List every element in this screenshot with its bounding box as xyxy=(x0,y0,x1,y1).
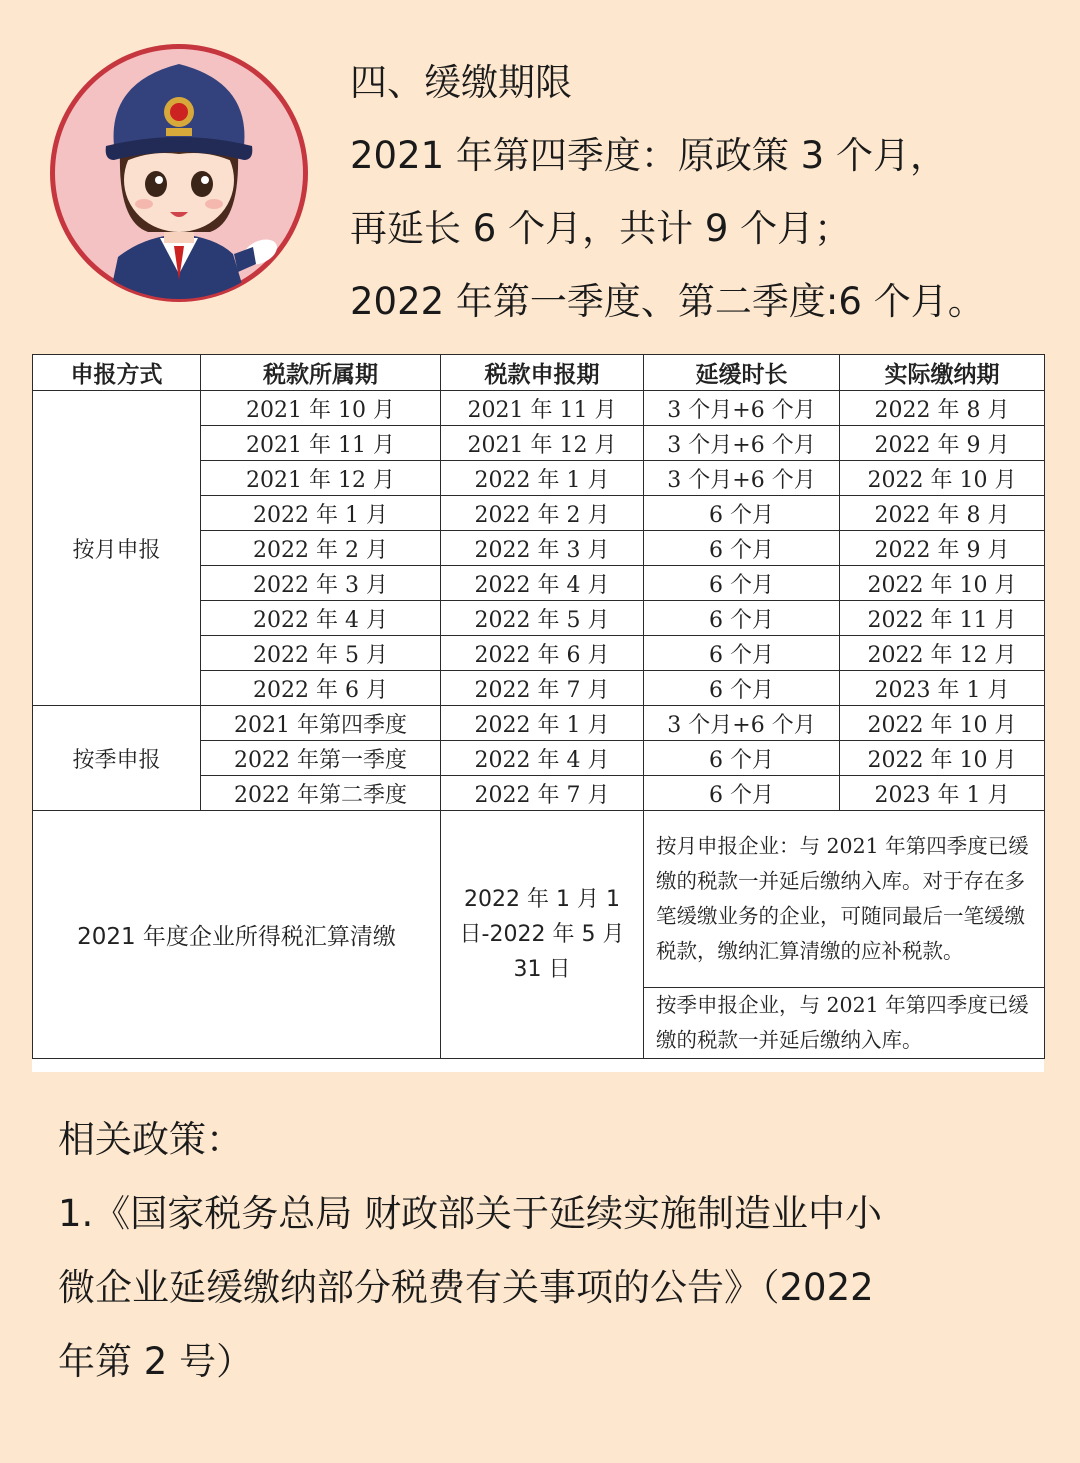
deferral-period-intro xyxy=(350,46,1060,338)
table-cell: 2022 年第一季度 xyxy=(201,741,441,776)
table-cell: 2022 年 10 月 xyxy=(840,566,1045,601)
header-cell: 申报方式 xyxy=(33,355,201,391)
header-cell: 实际缴纳期 xyxy=(840,355,1045,391)
intro-line: 2021 年第四季度：原政策 3 个月， xyxy=(350,134,947,177)
table-cell: 2022 年 5 月 xyxy=(441,601,644,636)
table-cell: 2022 年 6 月 xyxy=(201,671,441,706)
header-cell: 税款所属期 xyxy=(201,355,441,391)
table-row xyxy=(33,811,1045,988)
table-cell: 2021 年 10 月 xyxy=(201,391,441,426)
table-cell: 2022 年 12 月 xyxy=(840,636,1045,671)
table-cell: 3 个月+6 个月 xyxy=(644,461,840,496)
table-cell: 2022 年 5 月 xyxy=(201,636,441,671)
table-header-row xyxy=(33,355,1045,391)
table-cell: 2022 年 1 月 xyxy=(201,496,441,531)
table-cell: 2021 年 11 月 xyxy=(441,391,644,426)
table-cell: 2022 年第二季度 xyxy=(201,776,441,811)
table-cell: 3 个月+6 个月 xyxy=(644,391,840,426)
table-cell: 2022 年 4 月 xyxy=(441,741,644,776)
table-cell: 2022 年 8 月 xyxy=(840,391,1045,426)
quarterly-filer-note: 按季申报企业，与 2021 年第四季度已缓缴的税款一并延后缴纳入库。 xyxy=(644,988,1045,1059)
table-cell: 2022 年 11 月 xyxy=(840,601,1045,636)
table-cell: 2021 年第四季度 xyxy=(201,706,441,741)
monthly-filer-note: 按月申报企业：与 2021 年第四季度已缓缴的税款一并延后缴纳入库。对于存在多笔缓缴业务的企业，可随同最后一笔缓缴税款，缴纳汇算清缴的应补税款。 xyxy=(644,811,1045,988)
table-cell: 6 个月 xyxy=(644,671,840,706)
table-cell: 2021 年 12 月 xyxy=(441,426,644,461)
table-cell: 2022 年 6 月 xyxy=(441,636,644,671)
table-cell: 2022 年 4 月 xyxy=(201,601,441,636)
policy-line: 1.《国家税务总局 财政部关于延续实施制造业中小 xyxy=(58,1192,883,1235)
annual-settlement-label: 2021 年度企业所得税汇算清缴 xyxy=(33,811,441,1059)
table-cell: 2021 年 12 月 xyxy=(201,461,441,496)
header-cell: 税款申报期 xyxy=(441,355,644,391)
table-cell: 6 个月 xyxy=(644,741,840,776)
table-cell: 6 个月 xyxy=(644,636,840,671)
policy-title: 相关政策： xyxy=(58,1118,243,1161)
table-cell: 2022 年 9 月 xyxy=(840,531,1045,566)
table-cell: 2022 年 8 月 xyxy=(840,496,1045,531)
table-cell: 2022 年 4 月 xyxy=(441,566,644,601)
table-cell: 2022 年 2 月 xyxy=(441,496,644,531)
table-row xyxy=(33,391,1045,426)
deferral-schedule-table xyxy=(32,354,1045,1059)
table-cell: 2022 年 2 月 xyxy=(201,531,441,566)
table-row xyxy=(33,706,1045,741)
table-cell: 2022 年 10 月 xyxy=(840,461,1045,496)
table-cell: 2022 年 10 月 xyxy=(840,741,1045,776)
table-cell: 3 个月+6 个月 xyxy=(644,706,840,741)
section-heading: 四、缓缴期限 xyxy=(350,61,572,104)
table-cell: 2022 年 9 月 xyxy=(840,426,1045,461)
deferral-table-container xyxy=(32,354,1044,1072)
annual-settlement-period: 2022 年 1 月 1 日-2022 年 5 月 31 日 xyxy=(441,811,644,1059)
header-cell: 延缓时长 xyxy=(644,355,840,391)
table-cell: 6 个月 xyxy=(644,601,840,636)
policy-line: 微企业延缓缴纳部分税费有关事项的公告》（2022 xyxy=(58,1266,874,1309)
table-cell: 2022 年 10 月 xyxy=(840,706,1045,741)
table-cell: 2023 年 1 月 xyxy=(840,671,1045,706)
table-cell: 2022 年 1 月 xyxy=(441,461,644,496)
table-cell: 6 个月 xyxy=(644,776,840,811)
table-cell: 6 个月 xyxy=(644,496,840,531)
policy-line: 年第 2 号） xyxy=(58,1340,254,1383)
table-cell: 2022 年 7 月 xyxy=(441,671,644,706)
table-cell: 2023 年 1 月 xyxy=(840,776,1045,811)
intro-line: 2022 年第一季度、第二季度:6 个月。 xyxy=(350,280,985,323)
intro-line: 再延长 6 个月，共计 9 个月； xyxy=(350,207,852,250)
table-cell: 2022 年 7 月 xyxy=(441,776,644,811)
table-cell: 6 个月 xyxy=(644,566,840,601)
table-cell: 2022 年 3 月 xyxy=(441,531,644,566)
table-cell: 2021 年 11 月 xyxy=(201,426,441,461)
monthly-filing-label: 按月申报 xyxy=(33,391,201,706)
table-cell: 2022 年 3 月 xyxy=(201,566,441,601)
table-cell: 3 个月+6 个月 xyxy=(644,426,840,461)
table-cell: 2022 年 1 月 xyxy=(441,706,644,741)
tax-officer-avatar xyxy=(48,42,310,304)
quarterly-filing-label: 按季申报 xyxy=(33,706,201,811)
table-cell: 6 个月 xyxy=(644,531,840,566)
related-policy xyxy=(58,1103,1018,1399)
